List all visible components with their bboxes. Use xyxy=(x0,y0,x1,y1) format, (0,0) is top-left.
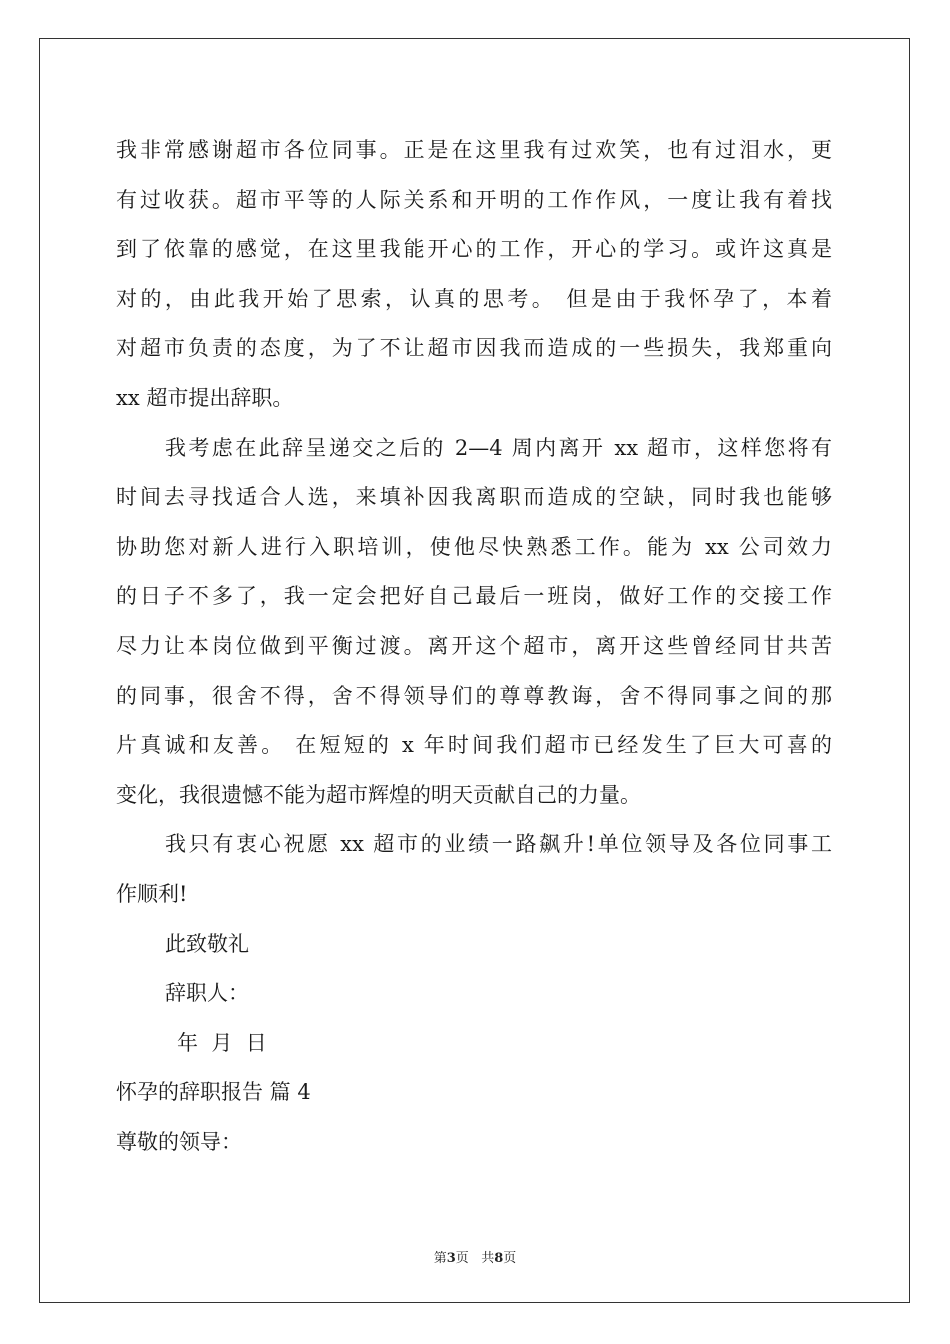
paragraph-1-line-2: 有过收获。超市平等的人际关系和开明的工作作风，一度让我有着找 xyxy=(116,187,832,212)
footer-page-number: 3 xyxy=(446,1251,456,1266)
paragraph-2-line-7: 片真诚和友善。 在短短的 x 年时间我们超市已经发生了巨大可喜的 xyxy=(116,733,832,758)
paragraph-1-line-6: xx 超市提出辞职。 xyxy=(116,385,294,410)
salutation-line: 尊敬的领导： xyxy=(116,1129,242,1154)
paragraph-1-line-4: 对的，由此我开始了思索，认真的思考。 但是由于我怀孕了，本着 xyxy=(116,286,832,311)
paragraph-2-line-1: 我考虑在此辞呈递交之后的 2—4 周内离开 xx 超市，这样您将有 xyxy=(165,435,832,460)
document-body xyxy=(116,126,832,1167)
paragraph-1-line-1: 我非常感谢超市各位同事。正是在这里我有过欢笑，也有过泪水，更 xyxy=(116,138,832,162)
signer-line: 辞职人： xyxy=(165,981,249,1006)
footer-mid: 页 共 xyxy=(455,1251,495,1266)
paragraph-3-line-2: 作顺利! xyxy=(116,881,188,906)
paragraph-2-line-8: 变化，我很遗憾不能为超市辉煌的明天贡献自己的力量。 xyxy=(116,782,641,807)
paragraph-1-line-3: 到了依靠的感觉，在这里我能开心的工作，开心的学习。或许这真是 xyxy=(116,237,832,262)
paragraph-1-line-5: 对超市负责的态度，为了不让超市因我而造成的一些损失，我郑重向 xyxy=(116,336,832,361)
paragraph-2-line-4: 的日子不多了，我一定会把好自己最后一班岗，做好工作的交接工作 xyxy=(116,584,832,609)
paragraph-2-line-6: 的同事，很舍不得，舍不得领导们的尊尊教诲，舍不得同事之间的那 xyxy=(116,683,832,708)
date-line: 年 月 日 xyxy=(177,1030,267,1055)
page-footer xyxy=(0,1247,950,1266)
paragraph-3-line-1: 我只有衷心祝愿 xx 超市的业绩一路飙升!单位领导及各位同事工 xyxy=(165,832,832,857)
footer-prefix: 第 xyxy=(433,1251,447,1266)
closing-line: 此致敬礼 xyxy=(165,931,249,956)
paragraph-2-line-5: 尽力让本岗位做到平衡过渡。离开这个超市，离开这些曾经同甘共苦 xyxy=(116,633,832,658)
paragraph-2-line-2: 时间去寻找适合人选，来填补因我离职而造成的空缺，同时我也能够 xyxy=(116,485,832,510)
footer-suffix: 页 xyxy=(503,1251,517,1266)
paragraph-2-line-3: 协助您对新人进行入职培训，使他尽快熟悉工作。能为 xx 公司效力 xyxy=(116,534,832,559)
section-title: 怀孕的辞职报告 篇 4 xyxy=(116,1080,311,1105)
footer-total-pages: 8 xyxy=(494,1251,504,1266)
